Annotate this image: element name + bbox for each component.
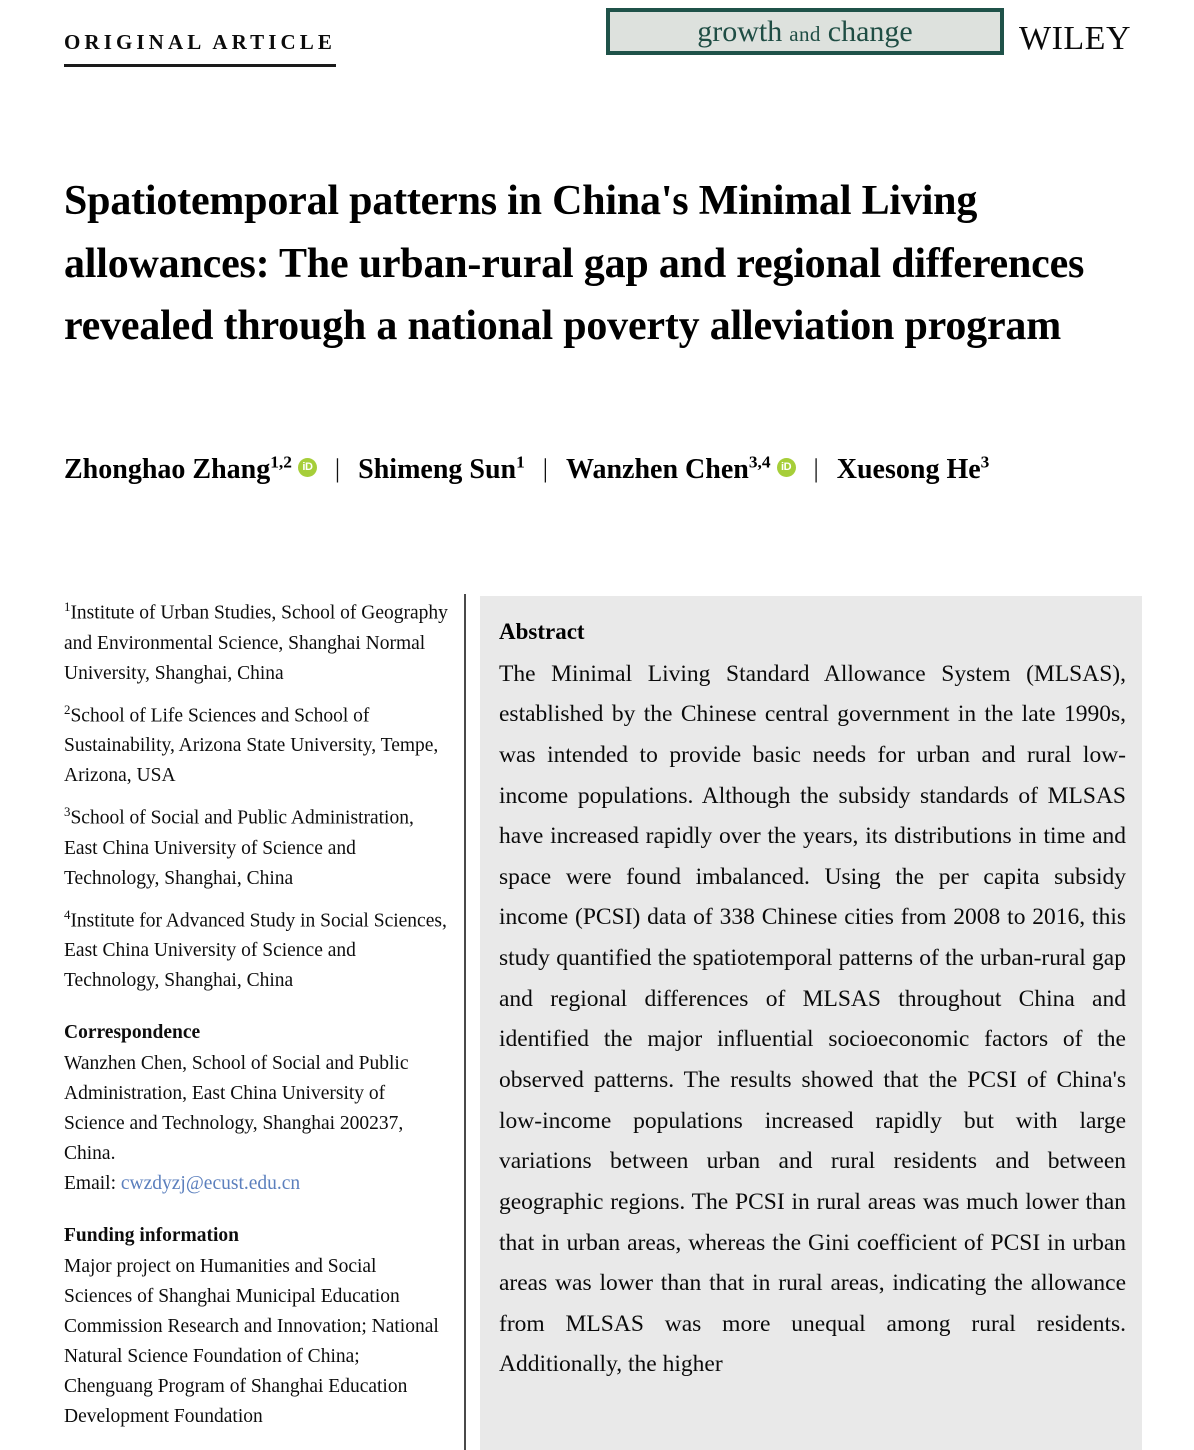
abstract-panel: [480, 596, 1142, 1450]
page-title: Spatiotemporal patterns in China's Minimal Living allowances: The urban-rural gap and regional differences revealed through a national poverty alleviation program: [64, 178, 1085, 350]
author-affiliation-marker: 3,4: [748, 452, 771, 472]
journal-logo-text: [697, 14, 913, 48]
author-affiliation-marker: 1: [516, 452, 525, 472]
author-name-text: Wanzhen Chen: [566, 454, 749, 485]
funding-body: Major project on Humanities and Social Sciences of Shanghai Municipal Education Commission Research and Innovation; National Natural Science Foundation of China; Chenguang Program of Shanghai Education Development Foundation: [64, 1256, 439, 1428]
author-name-text: Zhonghao Zhang: [64, 454, 271, 485]
article-type-label: ORIGINAL ARTICLE: [64, 32, 336, 67]
author-name: [566, 454, 796, 485]
abstract-body: The Minimal Living Standard Allowance System (MLSAS), established by the Chinese central government in the late 1990s, was intended to provide basic needs for urban and rural low-income populations. Although the subsidy standards of MLSAS have increased rapidly over the years, its distributions in time and space were found imbalanced. Using the per capita subsidy income (PCSI) data of 338 Chinese cities from 2008 to 2016, this study quantified the spatiotemporal patterns of the urban-rural gap and regional differences of MLSAS throughout China and identified the major influential socioeconomic factors of the observed patterns. The results showed that the PCSI of China's low-income populations increased rapidly but with large variations between urban and rural residents and between geographic regions. The PCSI in rural areas was much lower than that in urban areas, whereas the Gini coefficient of PCSI in urban areas was lower than that in rural areas, indicating the allowance from MLSAS was more unequal among rural residents. Additionally, the higher: [499, 660, 1126, 1378]
affiliation-text: Institute of Urban Studies, School of Geography and Environmental Science, Shanghai Normal University, Shanghai, China: [64, 602, 448, 684]
affiliation-item: [64, 906, 448, 997]
affiliation-marker: 3: [64, 805, 71, 820]
author-affiliation-marker: 3: [980, 452, 990, 472]
correspondence-email-line: [64, 1169, 448, 1199]
affiliation-text: School of Life Sciences and School of Sustainability, Arizona State University, Tempe, Arizona, USA: [64, 705, 439, 787]
journal-logo: [606, 8, 1004, 55]
wiley-publisher-logo: WILEY: [1019, 20, 1132, 57]
column-divider: [464, 594, 466, 1450]
author-separator: |: [542, 454, 549, 483]
author-name: [837, 454, 990, 485]
author-separator: |: [334, 454, 341, 483]
correspondence-body: Wanzhen Chen, School of Social and Public Administration, East China University of Science and Technology, Shanghai 200237, China.: [64, 1053, 409, 1165]
journal-logo-word-and: and: [789, 21, 821, 46]
funding-heading: Funding information: [64, 1225, 239, 1247]
affiliation-item: [64, 598, 448, 689]
journal-logo-word-change: change: [827, 14, 913, 48]
author-name: [64, 454, 317, 485]
affiliation-text: School of Social and Public Administration, East China University of Science and Technology, Shanghai, China: [64, 807, 414, 889]
affiliation-item: [64, 803, 448, 894]
orcid-icon[interactable]: [298, 458, 317, 477]
abstract-heading: Abstract: [499, 619, 585, 644]
affiliation-item: [64, 701, 448, 792]
author-list: [64, 446, 1139, 494]
author-name-text: Xuesong He: [836, 454, 981, 485]
page-masthead: [0, 0, 1194, 90]
affiliation-marker: 4: [64, 907, 71, 922]
correspondence-heading: Correspondence: [64, 1022, 201, 1044]
orcid-icon[interactable]: [777, 458, 796, 477]
author-name-text: Shimeng Sun: [358, 454, 517, 485]
journal-logo-word-growth: growth: [697, 14, 783, 48]
author-separator: |: [813, 454, 819, 483]
affiliation-marker: 1: [64, 600, 71, 614]
affiliation-text: Institute for Advanced Study in Social Sciences, East China University of Science and Technology, Shanghai, China: [64, 910, 447, 992]
author-name: [358, 454, 525, 485]
correspondence-email-link[interactable]: cwzdyzj@ecust.edu.cn: [120, 1173, 301, 1195]
affiliation-marker: 2: [64, 702, 71, 717]
email-label: Email:: [64, 1173, 116, 1195]
author-affiliation-marker: 1,2: [270, 452, 292, 472]
affiliations-column: [64, 598, 448, 1432]
